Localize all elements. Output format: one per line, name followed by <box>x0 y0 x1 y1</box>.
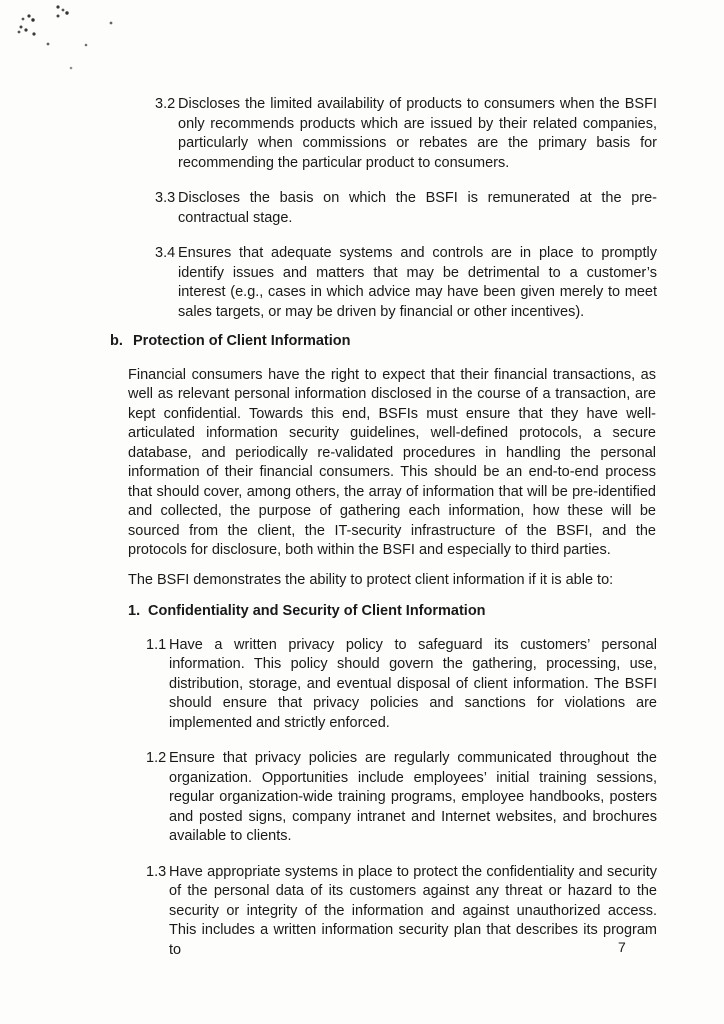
item-text: Discloses the limited availability of products to consumers when the BSFI only recommends products which are issued by their related companies, particularly when commissions or rebates are the primary basis for recommending the particular product to consumers. <box>178 96 657 171</box>
list-item-1-1 <box>146 636 657 734</box>
list-section-1 <box>146 636 657 961</box>
item-number: 1.1 <box>146 636 167 653</box>
section-1-label: 1. <box>128 603 141 619</box>
list-section-3 <box>155 95 657 322</box>
item-number: 3.2 <box>155 96 176 112</box>
list-item-3-3 <box>155 189 657 228</box>
list-item-1-2 <box>146 749 657 847</box>
item-text: Have appropriate systems in place to protect the confidentiality and security of the personal data of its customers against any threat or hazard to the security or integrity of the information and against unauthorized access. This includes a written information security plan that describes its program to <box>169 863 657 958</box>
item-number: 1.3 <box>146 863 167 880</box>
list-item-3-2 <box>155 95 657 173</box>
item-number: 1.2 <box>146 750 167 766</box>
section-b-title: Protection of Client Information <box>133 333 351 349</box>
section-b-label: b. <box>110 333 123 349</box>
item-text: Ensures that adequate systems and controls are in place to promptly identify issues and matters that may be detrimental to a customer’s interest (e.g., cases in which advice may have been given merely to meet sales targets, or may be driven by financial or other incentives). <box>178 245 657 320</box>
item-text: Ensure that privacy policies are regularly communicated throughout the organization. Opportunities include employees’ initial training sessions, regular organization-wide training programs, employee handbooks, posters and posted signs, company intranet and Internet websites, and brochures available to clients. <box>169 750 657 844</box>
section-b-paragraph-2: The BSFI demonstrates the ability to protect client information if it is able to: <box>128 571 614 588</box>
ink-specks <box>0 0 2 2</box>
section-1-heading <box>128 602 724 622</box>
page-number: 7 <box>618 939 626 955</box>
section-b-paragraph-1: Financial consumers have the right to expect that their financial transactions, as well as relevant personal information disclosed in the course of a transaction, are kept confidential. Towards this end, BSFIs must ensure that they have well-articulated information security guidelines, well-defined protocols, a secure database, and periodically re-validated procedures in handling the personal information of their financial consumers. This should be an end-to-end process that should cover, among others, the array of information that will be pre-identified and collected, the purpose of gathering each information, how these will be sourced from the client, the IT-security infrastructure of the BSFI, and the protocols for disclosure, both within the BSFI and especially to third parties. <box>128 366 656 558</box>
item-text: Discloses the basis on which the BSFI is remunerated at the pre-contractual stage. <box>178 190 657 226</box>
list-item-3-4 <box>155 244 657 322</box>
section-1-title: Confidentiality and Security of Client Information <box>148 603 486 619</box>
item-text: Have a written privacy policy to safeguard its customers’ personal information. This policy should govern the gathering, processing, use, distribution, storage, and eventual disposal of client information. The BSFI should ensure that privacy policies and sanctions for violations are implemented and strictly enforced. <box>169 636 657 731</box>
item-number: 3.4 <box>155 245 176 261</box>
item-number: 3.3 <box>155 190 176 206</box>
section-b-heading <box>110 332 724 352</box>
page-content <box>0 95 724 960</box>
list-item-1-3 <box>146 863 657 961</box>
